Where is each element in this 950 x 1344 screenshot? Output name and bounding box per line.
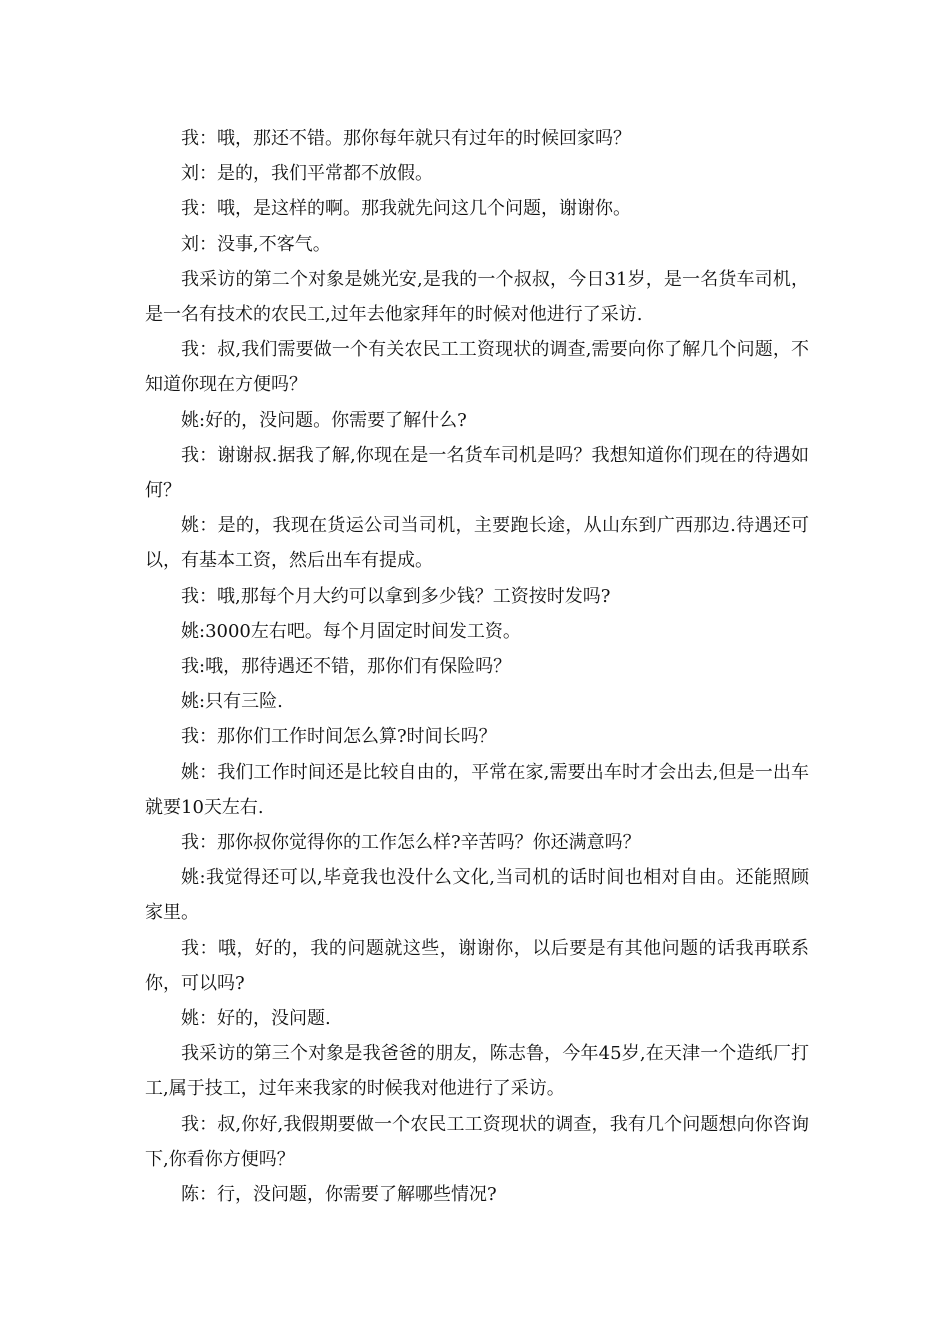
paragraph: 我：叔,你好,我假期要做一个农民工工资现状的调查，我有几个问题想向你咨询下,你看你方便吗？ [145, 1113, 809, 1170]
paragraph: 姚:好的，没问题。你需要了解什么? [181, 409, 467, 431]
paragraph: 刘：没事,不客气。 [181, 233, 331, 255]
paragraph: 姚:只有三险. [181, 691, 283, 713]
paragraph: 刘：是的，我们平常都不放假。 [181, 163, 433, 185]
paragraph: 我：哦，那还不错。那你每年就只有过年的时候回家吗？ [181, 128, 631, 149]
paragraph: 姚：好的，没问题. [181, 1008, 331, 1030]
paragraph: 姚:3000左右吧。每个月固定时间发工资。 [181, 620, 521, 642]
paragraph: 我：哦，好的，我的问题就这些，谢谢你，以后要是有其他问题的话我再联系你，可以吗? [145, 937, 809, 994]
paragraph: 我：那你叔你觉得你的工作怎么样?辛苦吗？你还满意吗？ [181, 832, 641, 854]
paragraph: 姚：是的，我现在货运公司当司机，主要跑长途，从山东到广西那边.待遇还可以，有基本工资，然后出车有提成。 [145, 515, 809, 572]
document-body [145, 121, 809, 1212]
paragraph: 我：谢谢叔.据我了解,你现在是一名货车司机是吗？我想知道你们现在的待遇如何？ [145, 444, 809, 502]
paragraph: 姚：我们工作时间还是比较自由的，平常在家,需要出车时才会出去,但是一出车就要10天左右. [145, 761, 809, 818]
paragraph: 我：叔,我们需要做一个有关农民工工资现状的调查,需要向你了解几个问题，不知道你现在方便吗？ [145, 339, 809, 396]
paragraph: 我：哦，是这样的啊。那我就先问这几个问题，谢谢你。 [181, 198, 631, 220]
paragraph: 陈：行，没问题，你需要了解哪些情况? [181, 1184, 497, 1206]
paragraph: 姚:我觉得还可以,毕竟我也没什么文化,当司机的话时间也相对自由。还能照顾家里。 [145, 867, 809, 924]
paragraph: 我:哦，那待遇还不错，那你们有保险吗？ [181, 656, 512, 678]
paragraph: 我：哦,那每个月大约可以拿到多少钱？工资按时发吗? [181, 585, 611, 607]
paragraph: 我：那你们工作时间怎么算?时间长吗？ [181, 726, 497, 748]
paragraph: 我采访的第三个对象是我爸爸的朋友，陈志鲁，今年45岁,在天津一个造纸厂打工,属于技工，过年来我家的时候我对他进行了采访。 [145, 1043, 809, 1100]
paragraph: 我采访的第二个对象是姚光安,是我的一个叔叔，今日31岁，是一名货车司机，是一名有技术的农民工,过年去他家拜年的时候对他进行了采访. [145, 268, 809, 326]
